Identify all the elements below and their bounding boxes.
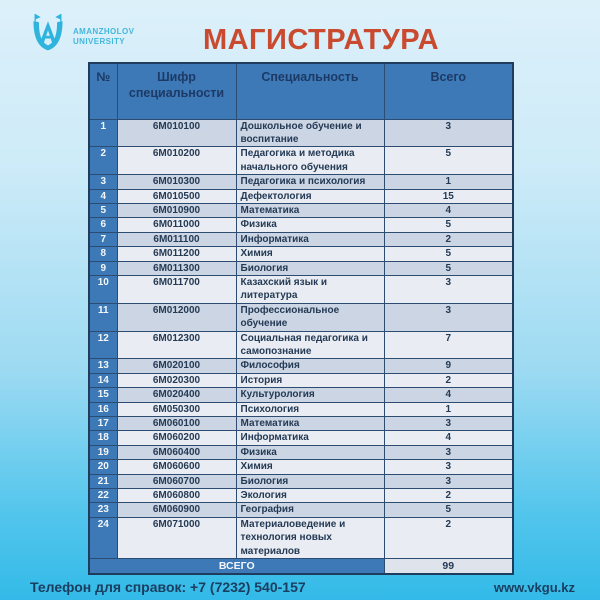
- table-row: [89, 261, 513, 275]
- cell-total: 3: [384, 417, 513, 431]
- cell-num: 18: [89, 431, 117, 445]
- cell-num: 3: [89, 175, 117, 189]
- cell-num: 22: [89, 489, 117, 503]
- cell-name: География: [236, 503, 384, 517]
- cell-code: 6M011300: [117, 261, 236, 275]
- cell-code: 6M071000: [117, 517, 236, 558]
- table-row: [89, 189, 513, 203]
- cell-num: 15: [89, 388, 117, 402]
- cell-name: Информатика: [236, 431, 384, 445]
- cell-num: 6: [89, 218, 117, 232]
- cell-code: 6M060900: [117, 503, 236, 517]
- table-header-row: [89, 63, 513, 119]
- cell-code: 6M010900: [117, 203, 236, 217]
- cell-num: 23: [89, 503, 117, 517]
- cell-code: 6M020100: [117, 359, 236, 373]
- website-link[interactable]: www.vkgu.kz: [493, 580, 575, 595]
- cell-total: 5: [384, 261, 513, 275]
- cell-total: 5: [384, 247, 513, 261]
- cell-code: 6M020400: [117, 388, 236, 402]
- header-total: Всего: [384, 63, 513, 119]
- cell-name: Педагогика и методика начального обучения: [236, 147, 384, 175]
- table-row: [89, 431, 513, 445]
- specialties-table-wrap: [88, 62, 512, 575]
- table-row: [89, 147, 513, 175]
- cell-total: 2: [384, 489, 513, 503]
- table-row: [89, 359, 513, 373]
- cell-total: 4: [384, 388, 513, 402]
- cell-total: 7: [384, 331, 513, 359]
- cell-num: 7: [89, 232, 117, 246]
- table-row: [89, 388, 513, 402]
- cell-num: 21: [89, 474, 117, 488]
- cell-code: 6M011100: [117, 232, 236, 246]
- cell-total: 3: [384, 303, 513, 331]
- cell-code: 6M011200: [117, 247, 236, 261]
- cell-total: 2: [384, 232, 513, 246]
- table-row: [89, 503, 513, 517]
- cell-code: 6M010300: [117, 175, 236, 189]
- cell-num: 10: [89, 275, 117, 303]
- table-row: [89, 373, 513, 387]
- cell-num: 5: [89, 203, 117, 217]
- table-row: [89, 331, 513, 359]
- cell-name: Математика: [236, 203, 384, 217]
- cell-num: 1: [89, 119, 117, 147]
- cell-name: Дошкольное обучение и воспитание: [236, 119, 384, 147]
- cell-name: Педагогика и психология: [236, 175, 384, 189]
- cell-total: 9: [384, 359, 513, 373]
- cell-code: 6M010500: [117, 189, 236, 203]
- cell-code: 6M060100: [117, 417, 236, 431]
- cell-name: Казахский язык и литература: [236, 275, 384, 303]
- cell-name: Биология: [236, 261, 384, 275]
- cell-total: 5: [384, 218, 513, 232]
- table-row: [89, 203, 513, 217]
- cell-total: 4: [384, 203, 513, 217]
- cell-num: 9: [89, 261, 117, 275]
- cell-name: Материаловедение и технология новых материалов: [236, 517, 384, 558]
- cell-code: 6M012300: [117, 331, 236, 359]
- table-row: [89, 247, 513, 261]
- cell-num: 2: [89, 147, 117, 175]
- cell-name: Математика: [236, 417, 384, 431]
- cell-code: 6M060800: [117, 489, 236, 503]
- page-title: МАГИСТРАТУРА: [202, 24, 440, 56]
- total-value: 99: [384, 559, 513, 575]
- table-row: [89, 517, 513, 558]
- cell-name: Психология: [236, 402, 384, 416]
- header-name: Специальность: [236, 63, 384, 119]
- cell-name: Экология: [236, 489, 384, 503]
- table-row: [89, 119, 513, 147]
- cell-name: История: [236, 373, 384, 387]
- cell-num: 13: [89, 359, 117, 373]
- cell-num: 17: [89, 417, 117, 431]
- table-row: [89, 474, 513, 488]
- cell-num: 19: [89, 445, 117, 459]
- table-total-row: [89, 559, 513, 575]
- cell-total: 1: [384, 175, 513, 189]
- cell-num: 24: [89, 517, 117, 558]
- cell-total: 5: [384, 147, 513, 175]
- cell-code: 6M020300: [117, 373, 236, 387]
- cell-total: 3: [384, 275, 513, 303]
- cell-total: 3: [384, 474, 513, 488]
- cell-code: 6M010100: [117, 119, 236, 147]
- cell-total: 1: [384, 402, 513, 416]
- cell-code: 6M060600: [117, 460, 236, 474]
- table-row: [89, 460, 513, 474]
- table-row: [89, 489, 513, 503]
- cell-num: 4: [89, 189, 117, 203]
- specialties-table: [88, 62, 514, 575]
- cell-code: 6M010200: [117, 147, 236, 175]
- table-row: [89, 417, 513, 431]
- university-name: AMANZHOLOV UNIVERSITY: [73, 26, 135, 46]
- table-row: [89, 275, 513, 303]
- cell-code: 6M060200: [117, 431, 236, 445]
- phone-info: Телефон для справок: +7 (7232) 540-157: [30, 579, 306, 595]
- cell-code: 6M012000: [117, 303, 236, 331]
- cell-code: 6M060700: [117, 474, 236, 488]
- cell-name: Физика: [236, 218, 384, 232]
- cell-name: Биология: [236, 474, 384, 488]
- cell-num: 16: [89, 402, 117, 416]
- cell-num: 12: [89, 331, 117, 359]
- cell-total: 5: [384, 503, 513, 517]
- cell-total: 3: [384, 460, 513, 474]
- table-row: [89, 303, 513, 331]
- table-row: [89, 232, 513, 246]
- cell-code: 6M011000: [117, 218, 236, 232]
- cell-name: Философия: [236, 359, 384, 373]
- cell-num: 20: [89, 460, 117, 474]
- cell-name: Химия: [236, 460, 384, 474]
- cell-name: Информатика: [236, 232, 384, 246]
- cell-total: 2: [384, 373, 513, 387]
- cell-name: Физика: [236, 445, 384, 459]
- table-body: [89, 119, 513, 559]
- cell-code: 6M011700: [117, 275, 236, 303]
- cell-num: 11: [89, 303, 117, 331]
- cell-code: 6M050300: [117, 402, 236, 416]
- table-row: [89, 445, 513, 459]
- total-label: ВСЕГО: [89, 559, 384, 575]
- cell-name: Социальная педагогика и самопознание: [236, 331, 384, 359]
- cell-total: 2: [384, 517, 513, 558]
- cell-num: 14: [89, 373, 117, 387]
- cell-total: 3: [384, 119, 513, 147]
- table-row: [89, 402, 513, 416]
- cell-name: Культурология: [236, 388, 384, 402]
- cell-total: 15: [384, 189, 513, 203]
- cell-code: 6M060400: [117, 445, 236, 459]
- cell-name: Дефектология: [236, 189, 384, 203]
- bottom-bar: [30, 579, 575, 595]
- cell-total: 4: [384, 431, 513, 445]
- cell-total: 3: [384, 445, 513, 459]
- table-row: [89, 175, 513, 189]
- table-row: [89, 218, 513, 232]
- header-code: Шифр специальности: [117, 63, 236, 119]
- cell-name: Химия: [236, 247, 384, 261]
- cell-name: Профессиональное обучение: [236, 303, 384, 331]
- cell-num: 8: [89, 247, 117, 261]
- header-num: №: [89, 63, 117, 119]
